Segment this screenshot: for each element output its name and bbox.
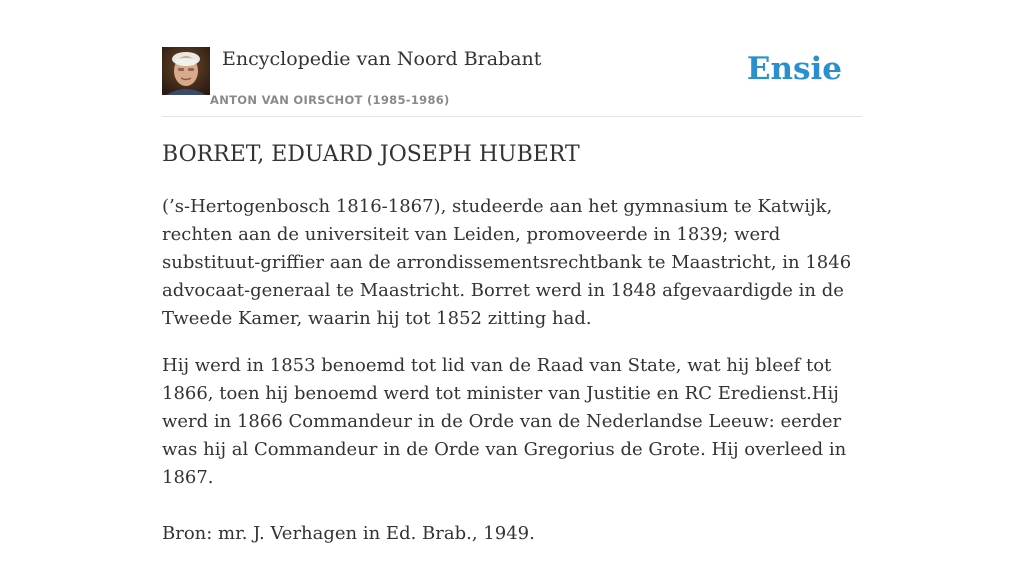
entry-title: BORRET, EDUARD JOSEPH HUBERT (162, 142, 580, 167)
entry-body (162, 193, 862, 567)
entry-source: Bron: mr. J. Verhagen in Ed. Brab., 1949. (162, 523, 535, 544)
page-container (162, 0, 862, 544)
author-portrait-image (162, 47, 210, 95)
author-name[interactable]: ANTON VAN OIRSCHOT (1985-1986) (210, 93, 450, 107)
book-header (162, 47, 862, 117)
author-avatar[interactable] (162, 47, 210, 95)
ensie-logo[interactable]: Ensie (746, 51, 842, 87)
book-title[interactable]: Encyclopedie van Noord Brabant (222, 48, 542, 70)
entry-paragraph: (’s-Hertogenbosch 1816-1867), studeerde aan het gymnasium te Katwijk, rechten aan de universiteit van Leiden, promoveerde in 1839; werd substituut-griffier aan de arrondissementsrechtbank te Maastricht, in 1846 advocaat-generaal te Maastricht. Borret werd in 1848 afgevaardigde in de Tweede Kamer, waarin hij tot 1852 zitting had. (162, 196, 852, 329)
entry-paragraph: Hij werd in 1853 benoemd tot lid van de Raad van State, wat hij bleef tot 1866, toen hij benoemd werd tot minister van Justitie en RC Eredienst.Hij werd in 1866 Commandeur in de Orde van de Nederlandse Leeuw: eerder was hij al Commandeur in de Orde van Gregorius de Grote. Hij overleed in 1867. (162, 355, 847, 488)
